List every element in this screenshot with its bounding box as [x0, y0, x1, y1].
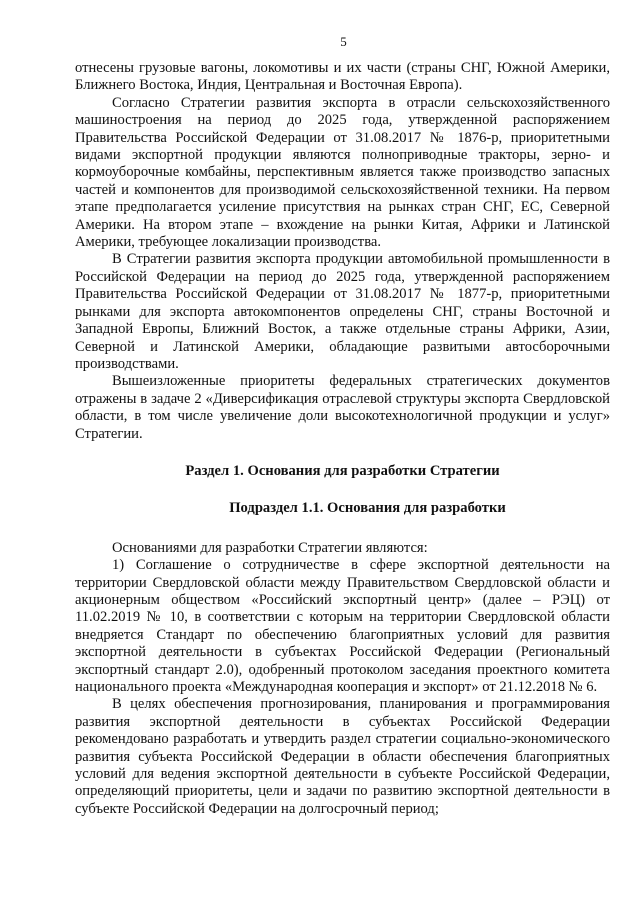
paragraph-agri-machinery: Согласно Стратегии развития экспорта в отрасли сельскохозяйственного машиностроения на период до 2025 года, утвержденной распоряжением Правительства Российской Федерации от 31.08.2017 № 1876-р, приоритетными видами экспортной продукции являются полноприводные тракторы, зерно- и кормоуборочные комбайны, перспективным является также производство запасных частей и компонентов для производимой сельскохозяйственной техники. На первом этапе предполагается усиление присутствия на рынках стран СНГ, ЕС, Северной Америки. На втором этапе – вхождение на рынки Китая, Африки и Латинской Америки, требующее локализации производства. [75, 94, 610, 251]
section-heading: Раздел 1. Основания для разработки Стратегии [185, 462, 500, 479]
list-item: В целях обеспечения прогнозирования, планирования и программирования развития экспортной деятельности в субъектах Российской Федерации рекомендовано разработать и утвердить раздел стратегии социально-экономического развития субъекта Российской Федерации в области обеспечения благоприятных условий для ведения экспортной деятельности в субъекте Российской Федерации, определяющий приоритеты, цели и задачи по развитию экспортной деятельности в субъекте Российской Федерации на долгосрочный период; [75, 696, 610, 817]
page-number: 5 [340, 34, 347, 49]
list-item: 1) Соглашение о сотрудничестве в сфере экспортной деятельности на территории Свердловской области между Правительством Свердловской области и акционерным обществом «Российский экспортный центр» (далее – РЭЦ) от 11.02.2019 № 10, в соответствии с которым на территории Свердловской области внедряется Стандарт по обеспечению благоприятных условий для развития экспортной деятельности в субъектах Российской Федерации (Региональный экспортный стандарт 2.0), одобренный протоколом заседания проектного комитета национального проекта «Международная кооперация и экспорт» от 21.12.2018 № 6. [75, 557, 610, 695]
paragraph-priorities: Вышеизложенные приоритеты федеральных стратегических документов отражены в задаче 2 «Диверсификация отраслевой структуры экспорта Свердловской области, в том числе увеличение доли высокотехнологичной продукции и услуг» Стратегии. [75, 373, 610, 442]
intro-paragraph: Основаниями для разработки Стратегии являются: [112, 539, 428, 556]
paragraph-automotive: В Стратегии развития экспорта продукции автомобильной промышленности в Российской Федерации на период до 2025 года, утвержденной распоряжением Правительства Российской Федерации от 31.08.2017 № 1877-р, приоритетными рынками для экспорта автокомпонентов определены СНГ, страны Восточной и Западной Европы, Ближний Восток, а также отдельные страны Африки, Азии, Северной и Латинской Америки, обладающие развитыми автосборочными производствами. [75, 251, 610, 372]
paragraph-continuation: отнесены грузовые вагоны, локомотивы и их части (страны СНГ, Южной Америки, Ближнего Востока, Индия, Центральная и Восточная Европа). [75, 60, 610, 94]
subsection-heading: Подраздел 1.1. Основания для разработки [229, 500, 506, 517]
